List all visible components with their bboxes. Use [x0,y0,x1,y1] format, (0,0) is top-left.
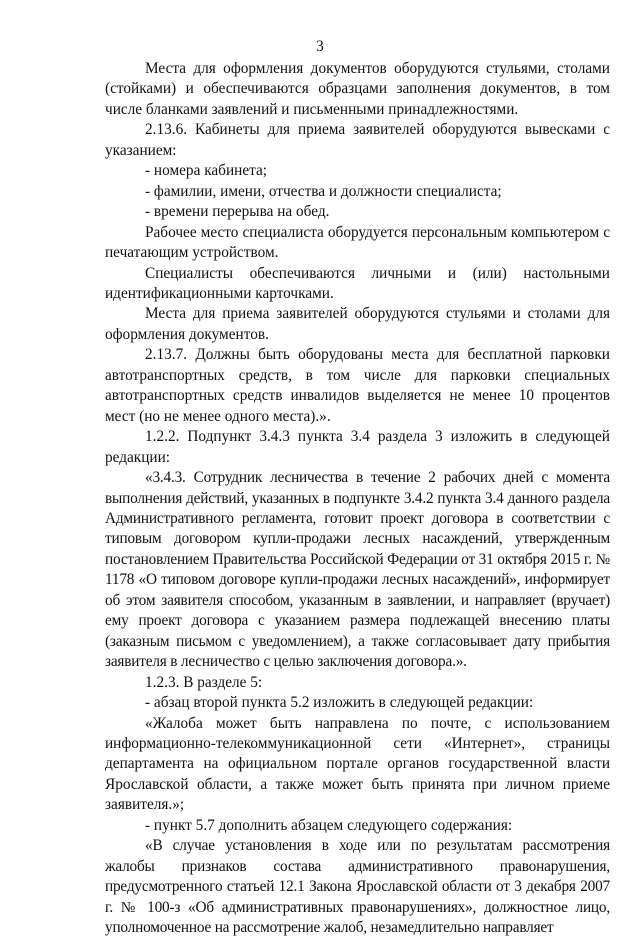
quoted-paragraph: «В случае установления в ходе или по результатам рассмотрения жалобы признаков состава административного правонарушения, предусмотренного статьей 12.1 Закона Ярославской области от 3 декабря 2007 г. № 100-з «Об административных правонарушениях», должностное лицо, уполномоченное на рассмотрение жалоб, незамедлительно направляет [105,837,610,937]
paragraph: Рабочее место специалиста оборудуется персональным компьютером с печатающим устройством. [105,223,610,262]
list-item: - номера кабинета; [145,162,268,180]
quoted-paragraph: «3.4.3. Сотрудник лесничества в течение 2 рабочих дней с момента выполнения действий, указанных в подпункте 3.4.2 пункта 3.4 данного раздела Административного регламента, готовит проект договора в соответствии с типовым договором купли-продажи лесных насаждений, утвержденным постановлением Правительства Российской Федерации от 31 октября 2015 г. № 1178 «О типовом договоре купли-продажи лесных насаждений», информирует об этом заявителя способом, указанным в заявлении, и направляет (вручает) ему проект договора с указанием размера подлежащей внесению платы (заказным письмом с уведомлением), а также согласовывает дату прибытия заявителя в лесничество с целью заключения договора.». [105,469,610,671]
paragraph: 1.2.2. Подпункт 3.4.3 пункта 3.4 раздела 3 изложить в следующей редакции: [105,428,610,466]
paragraph: Места для оформления документов оборудуются стульями, столами (стойками) и обеспечиваются образцами заполнения документов, в том числе бланками заявлений и письменными принадлежностями. [105,60,610,118]
list-item: - абзац второй пункта 5.2 изложить в следующей редакции: [145,694,534,712]
quoted-paragraph: «Жалоба может быть направлена по почте, с использованием информационно-телекоммуникационной сети «Интернет», страницы департамента на официальном портале органов государственной власти Ярославской области, а также может быть принята при личном приеме заявителя.»; [105,714,610,814]
list-item: - пункт 5.7 дополнить абзацем следующего содержания: [145,816,513,834]
list-item: - времени перерыва на обед. [145,203,330,221]
paragraph: 2.13.6. Кабинеты для приема заявителей оборудуются вывесками с указанием: [105,121,610,159]
list-item: - фамилии, имени, отчества и должности специалиста; [145,182,502,200]
paragraph: 2.13.7. Должны быть оборудованы места для бесплатной парковки автотранспортных средств, в том числе для парковки специальных автотранспортных средств инвалидов выделяется не менее 10 процентов мест (но не менее одного места).». [105,346,610,425]
document-body [105,59,610,938]
page-number: 3 [316,38,324,55]
paragraph: Места для приема заявителей оборудуются стульями и столами для оформления документов. [105,305,610,343]
paragraph: Специалисты обеспечиваются личными и (или) настольными идентификационными карточками. [105,264,610,302]
paragraph: 1.2.3. В разделе 5: [145,673,263,691]
